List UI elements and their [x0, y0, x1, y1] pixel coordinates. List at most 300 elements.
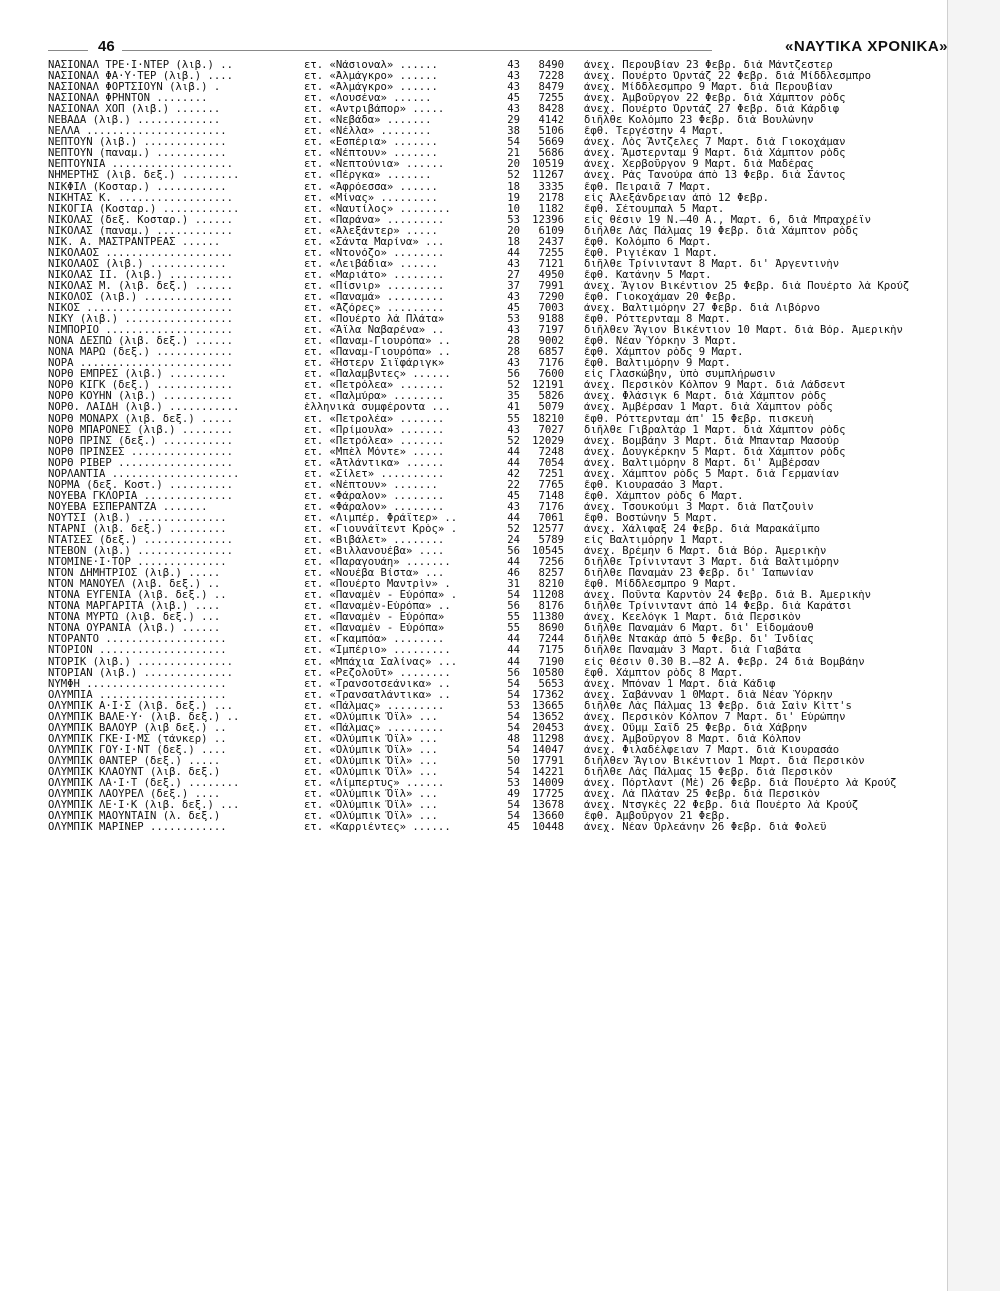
- movement-note: διῆλθε Παναμὰν 3 Μαρτ. διὰ Γιαβάτα: [584, 645, 801, 657]
- table-row: [48, 469, 948, 480]
- table-row: [48, 557, 948, 568]
- movement-note: εἰς Βαλτιμόρην 1 Μαρτ.: [584, 535, 725, 547]
- tonnage: 54: [507, 590, 520, 602]
- registry-number: 7991: [538, 280, 564, 292]
- tonnage: 18: [507, 236, 520, 248]
- table-row: [48, 281, 948, 292]
- movement-note: ἀνεχ. Λὸς Ἄντζελες 7 Μαρτ. διὰ Γιοκοχάμαν: [584, 137, 846, 149]
- ship-name: ΝΕΠΤΟΥΝ (παναμ.) ...........: [48, 148, 227, 160]
- registry-number: 12029: [532, 435, 564, 447]
- ship-name: ΝΤΟΝΑ ΜΑΡΓΑΡΙΤΑ (λιβ.) ....: [48, 601, 221, 613]
- tonnage: 55: [507, 413, 520, 425]
- registry-number: 3335: [538, 181, 564, 193]
- company-name: ετ. «Ὀλύμπικ Ὄϊλ» ...: [304, 789, 438, 801]
- tonnage: 35: [507, 391, 520, 403]
- header-rule-left: [48, 50, 88, 51]
- company-name: ετ. «Ὀλύμπικ Ὄϊλ» ...: [304, 767, 438, 778]
- tonnage: 20: [507, 159, 520, 171]
- table-row: [48, 458, 948, 469]
- movement-note: ἔφθ. Γιοκοχάμαν 20 Φεβρ.: [584, 291, 738, 303]
- table-row: [48, 226, 948, 237]
- registry-number: 12577: [532, 523, 564, 535]
- movement-note: ἀνεχ. Ἀμβοῦργον 22 Φεβρ. διὰ Χάμπτον ρὸδς: [584, 93, 846, 105]
- company-name: ετ. «Ρεζολοῦτ» ........: [304, 667, 451, 679]
- company-name: ετ. «Νεπτούνια» ......: [304, 159, 445, 171]
- registry-number: 10545: [532, 546, 564, 558]
- registry-number: 8428: [538, 104, 564, 116]
- company-name: ετ. «Ὀλύμπικ Ὄϊλ» ...: [304, 733, 438, 745]
- ship-name: ΝΤΕΒΟΝ (λιβ.) ...............: [48, 546, 233, 558]
- ship-name: ΝΙΚΟΣ .......................: [48, 303, 233, 315]
- registry-number: 11267: [532, 170, 564, 182]
- tonnage: 54: [507, 137, 520, 149]
- ship-name: ΝΙΚΥ (λιβ.) .................: [48, 314, 233, 326]
- table-row: [48, 126, 948, 137]
- registry-number: 7190: [538, 656, 564, 668]
- movement-note: διῆλθε Λὰς Πάλμας 19 Φεβρ. διὰ Χάμπτον ρὸδς: [584, 225, 859, 237]
- tonnage: 42: [507, 468, 520, 480]
- company-name: ετ. «Παναμὲν-Εὐρόπα» ..: [304, 601, 451, 613]
- table-row: [48, 82, 948, 93]
- movement-note: εἰς θέσιν 0.30 Β.—82 Α. Φεβρ. 24 διὰ Βομβάην: [584, 656, 865, 668]
- company-name: ετ. «Παλαμβντες» ......: [304, 369, 451, 381]
- table-row: [48, 71, 948, 82]
- movement-note: ἀνεχ. Φλάσιγκ 6 Μαρτ. διὰ Χάμπτον ρὸδς: [584, 391, 827, 403]
- ship-name: ΝΙΚ. Α. ΜΑΣΤΡΑΝΤΡΕΑΣ ......: [48, 236, 221, 248]
- table-row: [48, 701, 948, 712]
- movement-note: ἀνεχ. Χερβοῦργον 9 Μαρτ. διὰ Μαδέρας: [584, 159, 814, 171]
- registry-number: 7054: [538, 457, 564, 469]
- table-row: [48, 447, 948, 458]
- registry-number: 6109: [538, 225, 564, 237]
- tonnage: 45: [507, 490, 520, 502]
- registry-number: 5789: [538, 535, 564, 547]
- ship-name: ΝΤΟΝΑ ΟΥΡΑΝΙΑ (λιβ.) ......: [48, 623, 221, 635]
- tonnage: 43: [507, 71, 520, 83]
- registry-number: 8690: [538, 623, 564, 635]
- ship-name: ΝΕΒΑΔΑ (λιβ.) .............: [48, 115, 221, 127]
- movement-note: ἔφθ. Βαλτιμόρην 9 Μαρτ.: [584, 358, 731, 370]
- movement-note: ἔφθ. Τεργέστην 4 Μαρτ.: [584, 126, 725, 138]
- tonnage: 48: [507, 733, 520, 745]
- ship-name: ΝΟΥΕΒΑ ΕΣΠΕΡΑΝΤΖΑ .......: [48, 501, 208, 513]
- registry-number: 5826: [538, 391, 564, 403]
- table-row: [48, 745, 948, 756]
- table-row: [48, 391, 948, 402]
- company-name: ετ. «Ντονόζο» ........: [304, 247, 445, 259]
- registry-number: 17362: [532, 689, 564, 701]
- movement-note: ἀνεχ. Βαλτιμόρην 8 Μαρτ. δι' Ἀμβέρσαν: [584, 457, 820, 469]
- movement-note: ἔφθ. Πειραιᾶ 7 Μαρτ.: [584, 181, 712, 193]
- table-row: [48, 215, 948, 226]
- company-name: ετ. «Πάλμας» .........: [304, 722, 445, 734]
- tonnage: 43: [507, 424, 520, 436]
- movement-note: ἀνεχ. Μπόναν 1 Μαρτ. διὰ Κάδιφ: [584, 678, 776, 690]
- table-row: [48, 513, 948, 524]
- movement-note: ἔφθ. Σέτουμπαλ 5 Μαρτ.: [584, 203, 725, 215]
- company-name: ετ. «Παράνα» .........: [304, 214, 445, 226]
- tonnage: 45: [507, 303, 520, 315]
- movement-note: ἀνεχ. Δουγκέρκην 5 Μαρτ. διὰ Χάμπτον ρὸδς: [584, 446, 846, 458]
- ship-name: ΝΑΣΙΟΝΑΛ ΦΡΗΝΤΟΝ ........: [48, 93, 208, 105]
- company-name: ετ. «Τρανσοτσεάνικα» ..: [304, 678, 451, 690]
- table-row: [48, 568, 948, 579]
- company-name: ετ. «Πέργκα» .......: [304, 170, 432, 182]
- ship-name: ΟΛΥΜΠΙΑ ....................: [48, 689, 227, 701]
- tonnage: 56: [507, 667, 520, 679]
- header-rule-center: [122, 50, 712, 51]
- movement-note: ἀνεχ. Βαλτιμόρην 27 Φεβρ. διὰ Λιβόρνο: [584, 303, 820, 315]
- movement-note: ἔφθ. Βοστώνην 5 Μαρτ.: [584, 512, 718, 524]
- table-row: [48, 546, 948, 557]
- registry-number: 5106: [538, 126, 564, 138]
- tonnage: 44: [507, 634, 520, 646]
- ship-name: ΟΛΥΜΠΙΚ ΚΛΑΟΥΝΤ (λιβ. δεξ.): [48, 767, 221, 778]
- table-row: [48, 502, 948, 513]
- movement-note: ἀνεχ. Πουέρτο Ὀρντάζ 22 Φεβρ. διὰ Μίδδλεσμπρο: [584, 71, 872, 83]
- tonnage: 53: [507, 214, 520, 226]
- table-row: [48, 822, 948, 833]
- movement-note: ἀνεχ. Ρὰς Τανούρα ἀπὸ 13 Φεβρ. διὰ Σάντος: [584, 170, 846, 182]
- company-name: ετ. «Μαριάτο» ........: [304, 269, 445, 281]
- company-name: ετ. «Βιβάλετ» ........: [304, 535, 445, 547]
- registry-number: 7003: [538, 303, 564, 315]
- company-name: ετ. «Παναμ-Γιουρόπα» ..: [304, 336, 451, 348]
- ship-name: ΝΟΡΘ ΜΟΝΑΡΧ (λιβ. δεξ.) .....: [48, 413, 233, 425]
- company-name: ετ. «Πετρόλεα» .......: [304, 380, 445, 392]
- movement-note: διῆλθε Τρίνινταντ 3 Μαρτ. διὰ Βαλτιμόρην: [584, 557, 840, 569]
- tonnage: 22: [507, 479, 520, 491]
- ship-name: ΟΛΥΜΠΙΚ ΛΑΟΥΡΕΛ (δεξ.) ....: [48, 789, 221, 801]
- company-name: ετ. «Ὀλύμπικ Ὄϊλ» ...: [304, 800, 438, 812]
- registry-number: 7197: [538, 325, 564, 337]
- ship-name: ΝΤΟΝΑ ΕΥΓΕΝΙΑ (λιβ. δεξ.) ..: [48, 590, 227, 602]
- ship-name: ΟΛΥΜΠΙΚ ΓΟΥ·Ι·ΝΤ (δεξ.) ....: [48, 744, 227, 756]
- page-number: 46: [98, 38, 115, 55]
- movement-note: ἀνεχ. Λὰ Πλάταν 25 Φεβρ. διὰ Περσικὸν: [584, 789, 820, 801]
- registry-number: 13652: [532, 711, 564, 723]
- registry-number: 10580: [532, 667, 564, 679]
- company-name: ετ. «Φάραλον» ........: [304, 501, 445, 513]
- table-row: [48, 480, 948, 491]
- registry-number: 11380: [532, 612, 564, 624]
- table-row: [48, 590, 948, 601]
- registry-number: 7248: [538, 446, 564, 458]
- registry-number: 10519: [532, 159, 564, 171]
- registry-number: 7255: [538, 93, 564, 105]
- publication-title: «ΝΑΥΤΙΚΑ ΧΡΟΝΙΚΑ»: [785, 38, 948, 55]
- company-name: ετ. «Νουέβα Βίστα» ...: [304, 568, 445, 580]
- tonnage: 10: [507, 203, 520, 215]
- tonnage: 46: [507, 568, 520, 580]
- tonnage: 44: [507, 656, 520, 668]
- registry-number: 13660: [532, 811, 564, 823]
- ship-name: ΝΟΥΤΣΙ (λιβ.) ..............: [48, 512, 227, 524]
- movement-note: ἀνεχ. Οὔμμ Σαΐδ 25 Φεβρ. διὰ Χάβρην: [584, 722, 808, 734]
- company-name: ετ. «Λίμπερτυς» ......: [304, 778, 445, 790]
- tonnage: 44: [507, 247, 520, 259]
- company-name: ετ. «Πουέρτο Μαντρὶν» .: [304, 579, 451, 591]
- registry-number: 2437: [538, 236, 564, 248]
- ship-name: ΝΙΚΦΙΛ (Κοσταρ.) ...........: [48, 181, 227, 193]
- ship-name: ΟΛΥΜΠΙΚ ΛΕ·Ι·Κ (λιβ. δεξ.) ...: [48, 800, 240, 812]
- registry-number: 18210: [532, 413, 564, 425]
- registry-number: 7121: [538, 258, 564, 270]
- ship-name: ΝΤΟΡΙΟΝ ....................: [48, 645, 227, 657]
- movement-note: ἀνεχ. Περουβίαν 23 Φεβρ. διὰ Μάντζεστερ: [584, 60, 833, 71]
- ship-name: ΝΟΡΘ ΠΡΙΝΣΕΣ ................: [48, 446, 233, 458]
- registry-number: 7228: [538, 71, 564, 83]
- company-name: ετ. «Παναμὲν - Εὐρόπα»: [304, 623, 445, 635]
- table-row: [48, 524, 948, 535]
- registry-number: 11298: [532, 733, 564, 745]
- ship-name: ΝΟΡΘ ΕΜΠΡΕΣ (λιβ.) .........: [48, 369, 227, 381]
- registry-number: 7175: [538, 645, 564, 657]
- table-row: [48, 115, 948, 126]
- ship-name: ΝΤΟΡΙΚ (λιβ.) ...............: [48, 656, 233, 668]
- ship-name: ΝΟΡΘ ΡΙΒΕΡ ..................: [48, 457, 233, 469]
- tonnage: 24: [507, 535, 520, 547]
- ship-name: ΟΛΥΜΠΙΚ ΓΚΕ·Ι·ΜΣ (τάνκερ) ..: [48, 733, 227, 745]
- company-name: ετ. «Πίσνιρ» .........: [304, 280, 445, 292]
- tonnage: 53: [507, 778, 520, 790]
- movement-note: ἔφθ. Κιουρασάο 3 Μαρτ.: [584, 479, 725, 491]
- movement-note: ἀνεχ. Βρέμην 6 Μαρτ. διὰ Βόρ. Ἀμερικὴν: [584, 546, 827, 558]
- tonnage: 50: [507, 755, 520, 767]
- ship-name: ΝΕΛΛΑ ......................: [48, 126, 227, 138]
- table-row: [48, 369, 948, 380]
- company-name: ετ. «Καρριέντες» ......: [304, 822, 451, 834]
- movement-note: διῆλθε Ντακὰρ ἀπὸ 5 Φεβρ. δι' Ἰνδίας: [584, 634, 814, 646]
- ship-name: ΝΟΡΑ ........................: [48, 358, 233, 370]
- company-name: ετ. «Ὀλύμπικ Ὄϊλ» ...: [304, 755, 438, 767]
- company-name: ετ. «Λουσένα» ......: [304, 93, 432, 105]
- movement-note: διῆλθε Παναμὰν 6 Μαρτ. δι' Εἰδομάουθ: [584, 623, 814, 635]
- registry-number: 9188: [538, 314, 564, 326]
- registry-number: 2178: [538, 192, 564, 204]
- movement-note: εἰς θέσιν 19 Ν.—40 Α., Μαρτ. 6, διὰ Μπραχρέϊν: [584, 214, 872, 226]
- ship-name: ΝΤΟΝ ΔΗΜΗΤΡΙΟΣ (λιβ.) .....: [48, 568, 221, 580]
- table-row: [48, 723, 948, 734]
- registry-number: 7148: [538, 490, 564, 502]
- company-name: ετ. «Λειβάδια» ......: [304, 258, 438, 270]
- movement-note: ἔφθ. Χάμπτον ρὸδς 9 Μαρτ.: [584, 347, 744, 359]
- company-name: ετ. «Γιουνάϊτεντ Κρὸς» .: [304, 523, 458, 535]
- registry-number: 7061: [538, 512, 564, 524]
- tonnage: 44: [507, 645, 520, 657]
- table-row: [48, 712, 948, 723]
- company-name: ετ. «Παναμὲν - Εὐρόπα»: [304, 612, 445, 624]
- table-row: [48, 535, 948, 546]
- company-name: ἑλληνικὰ συμφέροντα ...: [304, 402, 451, 414]
- company-name: ετ. «Ὀλύμπικ Ὄϊλ» ...: [304, 744, 438, 756]
- registry-number: 5686: [538, 148, 564, 160]
- company-name: ετ. «Τρανσατλάντικα» ..: [304, 689, 451, 701]
- ship-name: ΝΥΜΦΗ ......................: [48, 678, 227, 690]
- company-name: ετ. «Πετρόλεα» .......: [304, 435, 445, 447]
- company-name: ετ. «Ἀλεξάντερ» .....: [304, 225, 438, 237]
- registry-number: 17791: [532, 755, 564, 767]
- ship-name: ΝΟΡΜΑ (δεξ. Κοστ.) ..........: [48, 479, 233, 491]
- movement-note: ἀνεχ. Ἀμβέρσαν 1 Μαρτ. διὰ Χάμπτον ρὸδς: [584, 402, 833, 414]
- movement-note: διῆλθε Γιβραλτὰρ 1 Μαρτ. διὰ Χάμπτον ρὸδς: [584, 424, 846, 436]
- registry-number: 14047: [532, 744, 564, 756]
- company-name: ετ. «Παναμά» .........: [304, 291, 445, 303]
- ship-name: ΝΟΝΑ ΔΕΣΠΩ (λιβ. δεξ.) ......: [48, 336, 233, 348]
- registry-number: 20453: [532, 722, 564, 734]
- company-name: ετ. «Ἰμπέριο» .........: [304, 645, 451, 657]
- registry-number: 7256: [538, 557, 564, 569]
- movement-note: ἀνεχ. Βομβάην 3 Μαρτ. διὰ Μπανταρ Μασούρ: [584, 435, 840, 447]
- company-name: ετ. «Ναυτίλος» ........: [304, 203, 451, 215]
- tonnage: 56: [507, 546, 520, 558]
- company-name: ετ. «Νέπτουν» .......: [304, 148, 438, 160]
- registry-number: 4142: [538, 115, 564, 127]
- registry-number: 11208: [532, 590, 564, 602]
- tonnage: 43: [507, 82, 520, 94]
- registry-number: 13678: [532, 800, 564, 812]
- table-row: [48, 623, 948, 634]
- movement-note: ἀνεχ. Χάλιφαξ 24 Φεβρ. διὰ Μαρακάϊμπο: [584, 523, 820, 535]
- ship-name: ΝΟΡΘ ΜΠΑΡΟΝΕΣ (λιβ.) ........: [48, 424, 233, 436]
- table-row: [48, 358, 948, 369]
- movement-note: διῆλθε Λὰς Πάλμας 15 Φεβρ. διὰ Περσικὸν: [584, 767, 833, 778]
- registry-number: 5079: [538, 402, 564, 414]
- tonnage: 43: [507, 258, 520, 270]
- table-row: [48, 778, 948, 789]
- movement-note: εἰς Ἀλεξάνδρειαν ἀπὸ 12 Φεβρ.: [584, 192, 769, 204]
- company-name: ετ. «Ἥστερν Σιϊφάριγκ»: [304, 358, 445, 370]
- company-name: ετ. «Φάραλον» ........: [304, 490, 445, 502]
- registry-number: 10448: [532, 822, 564, 834]
- movement-note: διῆλθε Τρίνινταντ ἀπὸ 14 Φεβρ. διὰ Καράτσι: [584, 601, 852, 613]
- tonnage: 56: [507, 601, 520, 613]
- registry-number: 7027: [538, 424, 564, 436]
- movement-note: ἔφθ. Ἀμβοῦργον 21 Φεβρ.: [584, 811, 731, 823]
- ship-name: ΝΤΑΤΣΕΣ (δεξ.) ..............: [48, 535, 233, 547]
- table-row: [48, 800, 948, 811]
- registry-number: 8490: [538, 60, 564, 71]
- registry-number: 8257: [538, 568, 564, 580]
- company-name: ετ. «Γκαμπόα» ........: [304, 634, 445, 646]
- registry-number: 7600: [538, 369, 564, 381]
- tonnage: 43: [507, 325, 520, 337]
- table-row: [48, 579, 948, 590]
- company-name: ετ. «Ἀφρόεσσα» ......: [304, 181, 438, 193]
- registry-number: 5669: [538, 137, 564, 149]
- company-name: ετ. «Πάλμας» .........: [304, 700, 445, 712]
- ship-name: ΝΤΑΡΝΙ (λιβ. δεξ.) .........: [48, 523, 227, 535]
- table-row: [48, 237, 948, 248]
- tonnage: 54: [507, 767, 520, 778]
- table-row: [48, 402, 948, 413]
- ship-name: ΟΛΥΜΠΙΚ ΛΑ·Ι·Τ (δεξ.) ........: [48, 778, 240, 790]
- tonnage: 27: [507, 269, 520, 281]
- company-name: ετ. «Παλμύρα» ........: [304, 391, 445, 403]
- movement-note: ἀνεχ. Ποῦντα Καρντὸν 24 Φεβρ. διὰ Β. Ἀμερικὴν: [584, 590, 872, 602]
- tonnage: 44: [507, 557, 520, 569]
- ship-name: ΝΙΚΗΤΑΣ Κ. ..................: [48, 192, 233, 204]
- ship-name: ΝΙΚΟΛΑΣ (παναμ.) ............: [48, 225, 233, 237]
- company-name: ετ. «Ἀτλάντικα» ......: [304, 457, 445, 469]
- registry-number: 17725: [532, 789, 564, 801]
- company-name: ετ. «Νεβάδα» .......: [304, 115, 432, 127]
- registry-number: 1182: [538, 203, 564, 215]
- company-name: ετ. «Σίλετ» ..........: [304, 468, 445, 480]
- tonnage: 43: [507, 501, 520, 513]
- company-name: ετ. «Ὀλύμπικ Ὄϊλ» ...: [304, 711, 438, 723]
- company-name: ετ. «Ἀζόρες» .........: [304, 303, 445, 315]
- table-row: [48, 182, 948, 193]
- table-row: [48, 347, 948, 358]
- ship-name: ΝΟΡΘ ΚΟΥΗΝ (λιβ.) ...........: [48, 391, 233, 403]
- table-row: [48, 436, 948, 447]
- registry-number: 7255: [538, 247, 564, 259]
- registry-number: 8176: [538, 601, 564, 613]
- movement-note: ἀνεχ. Νέαν Ὀρλεάνην 26 Φεβρ. διὰ Φολεϋ: [584, 822, 827, 834]
- tonnage: 54: [507, 689, 520, 701]
- movement-note: εἰς Γλασκώβην, ὑπὸ συμπλήρωσιν: [584, 369, 776, 381]
- ship-name: ΟΛΥΜΠΙΚ ΜΑΟΥΝΤΑΙΝ (λ. δεξ.): [48, 811, 221, 823]
- company-name: ετ. «Μπάχια Σαλίνας» ...: [304, 656, 458, 668]
- table-row: [48, 60, 948, 71]
- registry-number: 5653: [538, 678, 564, 690]
- ship-name: ΝΟΡΛΑΝΤΙΑ ....................: [48, 468, 240, 480]
- company-name: ετ. «Ἀλμάγκρο» ......: [304, 82, 438, 94]
- ship-name: ΝΟΝΑ ΜΑΡΩ (δεξ.) ............: [48, 347, 233, 359]
- table-row: [48, 657, 948, 668]
- ship-name: ΝΟΡΘ ΚΙΓΚ (δεξ.) ............: [48, 380, 233, 392]
- company-name: ετ. «Νέπτουν» .......: [304, 479, 438, 491]
- ship-name: ΝΗΜΕΡΤΗΣ (λιβ. δεξ.) .........: [48, 170, 240, 182]
- tonnage: 54: [507, 722, 520, 734]
- registry-number: 12396: [532, 214, 564, 226]
- movement-note: ἀνεχ. Μίδδλεσμπρο 9 Μαρτ. διὰ Περουβίαν: [584, 82, 833, 94]
- tonnage: 20: [507, 225, 520, 237]
- tonnage: 53: [507, 700, 520, 712]
- movement-note: διῆλθεν Ἅγιον Βικέντιον 1 Μαρτ. διὰ Περσικὸν: [584, 755, 865, 767]
- table-row: [48, 170, 948, 181]
- tonnage: 54: [507, 744, 520, 756]
- ship-name: ΝΙΚΟΓΙΑ (Κοσταρ.) ............: [48, 203, 240, 215]
- table-row: [48, 491, 948, 502]
- tonnage: 54: [507, 800, 520, 812]
- tonnage: 45: [507, 822, 520, 834]
- company-name: ετ. «Μπὲλ Μόντε» .....: [304, 446, 445, 458]
- tonnage: 44: [507, 512, 520, 524]
- ship-name: ΝΤΟΡΙΑΝ (λιβ.) ..............: [48, 667, 233, 679]
- ship-name: ΝΑΣΙΟΝΑΛ ΦΟΡΤΣΙΟΥΝ (λιβ.) .: [48, 82, 221, 94]
- ship-name: ΝΕΠΤΟΥΝ (λιβ.) .............: [48, 137, 227, 149]
- table-row: [48, 303, 948, 314]
- ship-name: ΝΙΜΠΟΡΙΟ ....................: [48, 325, 233, 337]
- table-row: [48, 204, 948, 215]
- ship-name: ΝΤΟΡΑΝΤΟ ...................: [48, 634, 227, 646]
- table-row: [48, 148, 948, 159]
- registry-number: 7251: [538, 468, 564, 480]
- company-name: ετ. «Λιμπέρ. Φράϊτερ» ..: [304, 512, 458, 524]
- table-row: [48, 270, 948, 281]
- company-name: ετ. «Πουέρτο λὰ Πλάτα»: [304, 314, 445, 326]
- table-row: [48, 789, 948, 800]
- table-row: [48, 336, 948, 347]
- table-row: [48, 601, 948, 612]
- tonnage: 41: [507, 402, 520, 414]
- movement-note: ἀνεχ. Ἄμστερνταμ 9 Μαρτ. διὰ Χάμπτον ρὸδς: [584, 148, 846, 160]
- ship-name: ΟΛΥΜΠΙΚ Α·Ι·Σ (λιβ. δεξ.) ...: [48, 700, 233, 712]
- company-name: ετ. «Ὀλύμπικ Ὄϊλ» ...: [304, 811, 438, 823]
- company-name: ετ. «Μίνας» .........: [304, 192, 438, 204]
